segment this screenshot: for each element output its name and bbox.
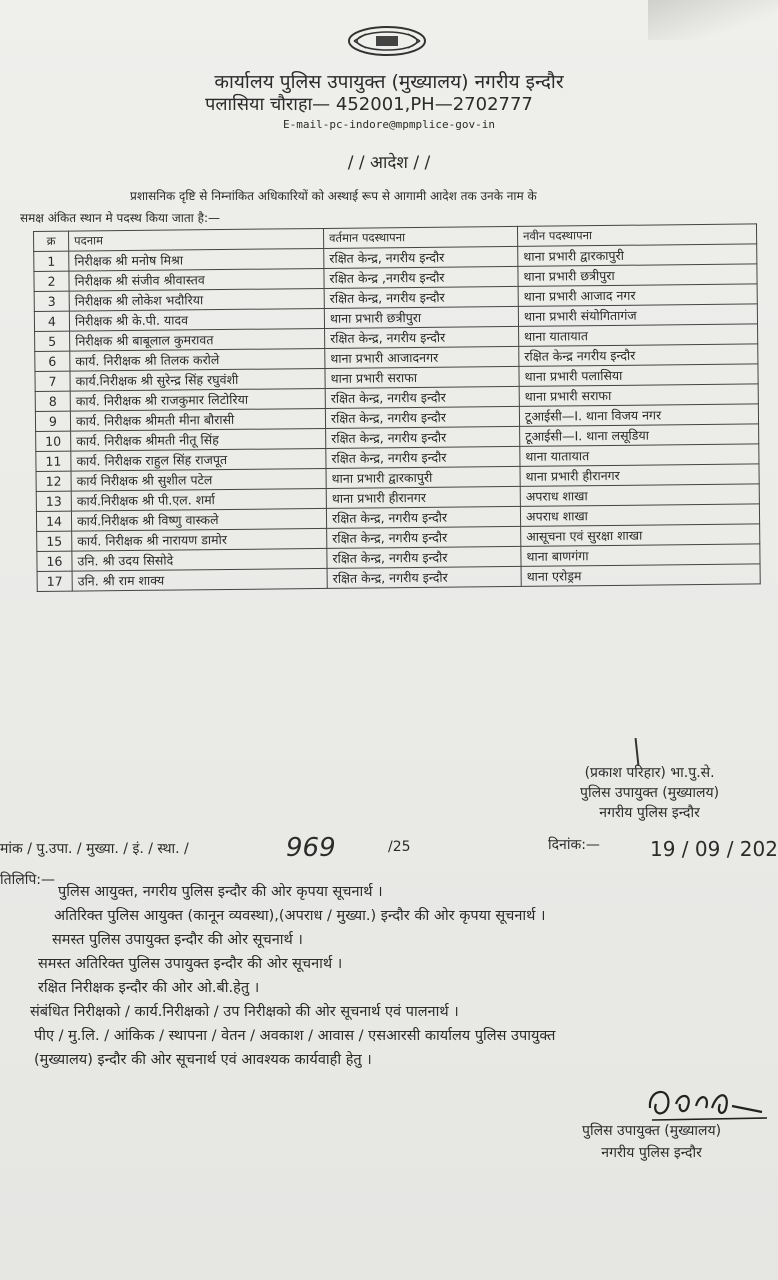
cell-serial: 9: [35, 411, 70, 431]
page-corner-shadow: [648, 0, 778, 40]
office-address: पलासिया चौराहा— 452001,PH—2702777: [205, 94, 533, 115]
cell-designation: उनि. श्री उदय सिसोदे: [72, 548, 327, 571]
cell-new-posting: थाना यातायात: [519, 324, 758, 347]
copy-line: (मुख्यालय) इन्दौर की ओर सूचनार्थ एवं आवश्यक कार्यवाही हेतु ।: [34, 1052, 372, 1068]
reference-number: 969: [286, 833, 336, 863]
cell-current-posting: थाना प्रभारी आजादनगर: [325, 346, 519, 368]
cell-new-posting: अपराध शाखा: [520, 504, 759, 527]
office-email: E-mail-pc-indore@mpmplice-gov-in: [283, 118, 495, 131]
cell-designation: निरीक्षक श्री के.पी. यादव: [69, 308, 324, 331]
copy-label: तिलिपि:—: [0, 872, 56, 888]
police-emblem-icon: [346, 24, 428, 58]
date-value: 19 / 09 / 202: [650, 837, 778, 861]
cell-new-posting: अपराध शाखा: [520, 484, 759, 507]
cell-new-posting: थाना प्रभारी सराफा: [519, 384, 758, 407]
cell-serial: 10: [36, 431, 71, 451]
cell-current-posting: रक्षित केन्द्र, नगरीय इन्दौर: [325, 326, 519, 348]
copy-line: संबंधित निरीक्षको / कार्य.निरीक्षको / उप निरीक्षको की ओर सूचनार्थ एवं पालनार्थ ।: [30, 1004, 459, 1020]
copy-line: अतिरिक्त पुलिस आयुक्त (कानून व्यवस्था),(अपराध / मुख्या.) इन्दौर की ओर कृपया सूचनार्थ ।: [54, 908, 546, 924]
cell-designation: कार्य.निरीक्षक श्री पी.एल. शर्मा: [71, 488, 326, 511]
cell-new-posting: थाना प्रभारी आजाद नगर: [518, 284, 757, 307]
cell-designation: कार्य निरीक्षक श्री सुशील पटेल: [71, 468, 326, 491]
cell-serial: 2: [34, 271, 69, 291]
cell-current-posting: रक्षित केन्द्र ,नगरीय इन्दौर: [324, 266, 518, 288]
signature-mark: [635, 738, 640, 766]
cell-current-posting: रक्षित केन्द्र, नगरीय इन्दौर: [324, 246, 518, 268]
cell-new-posting: थाना एरोड्रम: [521, 564, 760, 587]
header-new-posting: नवीन पदस्थापना: [517, 224, 756, 247]
cell-serial: 3: [34, 291, 69, 311]
cell-serial: 17: [37, 571, 72, 591]
cell-serial: 4: [34, 311, 69, 331]
cell-designation: निरीक्षक श्री लोकेश भदौरिया: [69, 288, 324, 311]
cell-new-posting: आसूचना एवं सुरक्षा शाखा: [521, 524, 760, 547]
copy-line: समस्त पुलिस उपायुक्त इन्दौर की ओर सूचनार्थ ।: [52, 932, 303, 948]
signatory-block: [580, 763, 719, 823]
header-designation: पदनाम: [69, 228, 324, 251]
cell-serial: 11: [36, 451, 71, 471]
copy-line: रक्षित निरीक्षक इन्दौर की ओर ओ.बी.हेतु ।: [38, 980, 260, 996]
signatory-unit: नगरीय पुलिस इन्दौर: [599, 805, 700, 821]
cell-designation: कार्य. निरीक्षक श्री नारायण डामोर: [72, 528, 327, 551]
cell-designation: कार्य.निरीक्षक श्री विष्णु वास्कले: [71, 508, 326, 531]
cell-current-posting: रक्षित केन्द्र, नगरीय इन्दौर: [324, 286, 518, 308]
cell-new-posting: थाना यातायात: [520, 444, 759, 467]
cell-serial: 5: [35, 331, 70, 351]
header-current-posting: वर्तमान पदस्थापना: [323, 226, 517, 248]
cell-designation: निरीक्षक श्री मनोष मिश्रा: [69, 248, 324, 271]
signatory-name: (प्रकाश परिहार) भा.पु.से.: [584, 765, 715, 781]
cell-new-posting: थाना प्रभारी हीरानगर: [520, 464, 759, 487]
cell-designation: निरीक्षक श्री बाबूलाल कुमरावत: [70, 328, 325, 351]
intro-line-2: समक्ष अंकित स्थान मे पदस्थ किया जाता है:—: [20, 211, 221, 225]
cell-current-posting: रक्षित केन्द्र, नगरीय इन्दौर: [327, 566, 521, 588]
cell-serial: 16: [37, 551, 72, 571]
cell-current-posting: थाना प्रभारी द्वारकापुरी: [326, 466, 520, 488]
reference-prefix: मांक / पु.उपा. / मुख्या. / इं. / स्था. /: [0, 841, 189, 857]
order-title: / / आदेश / /: [347, 153, 431, 173]
copy-line: समस्त अतिरिक्त पुलिस उपायुक्त इन्दौर की ओर सूचनार्थ ।: [38, 956, 343, 972]
cell-new-posting: थाना प्रभारी संयोगितागंज: [518, 304, 757, 327]
cell-current-posting: थाना प्रभारी हीरानगर: [326, 486, 520, 508]
signatory2-unit: नगरीय पुलिस इन्दौर: [601, 1145, 702, 1161]
copy-line: पीए / मु.लि. / आंकिक / स्थापना / वेतन / अवकाश / आवास / एसआरसी कार्यालय पुलिस उपायुक्त: [34, 1028, 556, 1044]
cell-designation: कार्य. निरीक्षक श्री राजकुमार लिटोरिया: [70, 388, 325, 411]
office-title: कार्यालय पुलिस उपायुक्त (मुख्यालय) नगरीय इन्दौर: [214, 71, 564, 93]
cell-designation: उनि. श्री राम शाक्य: [72, 568, 327, 591]
cell-serial: 15: [37, 531, 72, 551]
reference-year: /25: [388, 839, 411, 855]
cell-current-posting: थाना प्रभारी सराफा: [325, 366, 519, 388]
cell-designation: निरीक्षक श्री संजीव श्रीवास्तव: [69, 268, 324, 291]
cell-serial: 8: [35, 391, 70, 411]
copy-line: पुलिस आयुक्त, नगरीय पुलिस इन्दौर की ओर कृपया सूचनार्थ ।: [58, 884, 383, 900]
signatory2-designation: पुलिस उपायुक्त (मुख्यालय): [582, 1123, 722, 1139]
cell-serial: 12: [36, 471, 71, 491]
cell-current-posting: रक्षित केन्द्र, नगरीय इन्दौर: [326, 446, 520, 468]
cell-new-posting: टूआईसी—I. थाना लसूडिया: [520, 424, 759, 447]
date-label: दिनांक:—: [548, 837, 600, 853]
cell-designation: कार्य. निरीक्षक श्री तिलक करोले: [70, 348, 325, 371]
reference-line: [0, 833, 778, 863]
cell-new-posting: थाना प्रभारी छत्रीपुरा: [518, 264, 757, 287]
cell-designation: कार्य. निरीक्षक श्रीमती मीना बौरासी: [70, 408, 325, 431]
cell-new-posting: थाना प्रभारी द्वारकापुरी: [518, 244, 757, 267]
header-serial: क्र: [34, 231, 69, 251]
intro-line-1: प्रशासनिक दृष्टि से निम्नांकित अधिकारियों को अस्थाई रूप से आगामी आदेश तक उनके नाम के: [130, 189, 537, 203]
cell-new-posting: थाना प्रभारी पलासिया: [519, 364, 758, 387]
cell-current-posting: थाना प्रभारी छत्रीपुरा: [324, 306, 518, 328]
cell-serial: 13: [36, 491, 71, 511]
intro-paragraph: [20, 185, 760, 229]
cell-current-posting: रक्षित केन्द्र, नगरीय इन्दौर: [327, 526, 521, 548]
cell-new-posting: टूआईसी—I. थाना विजय नगर: [519, 404, 758, 427]
cell-serial: 7: [35, 371, 70, 391]
cell-serial: 1: [34, 251, 69, 271]
cell-serial: 6: [35, 351, 70, 371]
copy-list: [28, 880, 768, 1072]
cell-current-posting: रक्षित केन्द्र, नगरीय इन्दौर: [327, 546, 521, 568]
cell-new-posting: थाना बाणगंगा: [521, 544, 760, 567]
cell-designation: कार्य. निरीक्षक श्रीमती नीतू सिंह: [71, 428, 326, 451]
signature-scribble: [642, 1078, 772, 1126]
posting-table: [33, 223, 761, 592]
cell-new-posting: रक्षित केन्द्र नगरीय इन्दौर: [519, 344, 758, 367]
cell-current-posting: रक्षित केन्द्र, नगरीय इन्दौर: [325, 386, 519, 408]
cell-serial: 14: [36, 511, 71, 531]
cell-current-posting: रक्षित केन्द्र, नगरीय इन्दौर: [325, 406, 519, 428]
cell-current-posting: रक्षित केन्द्र, नगरीय इन्दौर: [326, 426, 520, 448]
cell-current-posting: रक्षित केन्द्र, नगरीय इन्दौर: [326, 506, 520, 528]
cell-designation: कार्य.निरीक्षक श्री सुरेन्द्र सिंह रघुवंशी: [70, 368, 325, 391]
signatory-designation: पुलिस उपायुक्त (मुख्यालय): [580, 785, 720, 801]
cell-designation: कार्य. निरीक्षक राहुल सिंह राजपूत: [71, 448, 326, 471]
signatory2-block: [582, 1120, 721, 1164]
